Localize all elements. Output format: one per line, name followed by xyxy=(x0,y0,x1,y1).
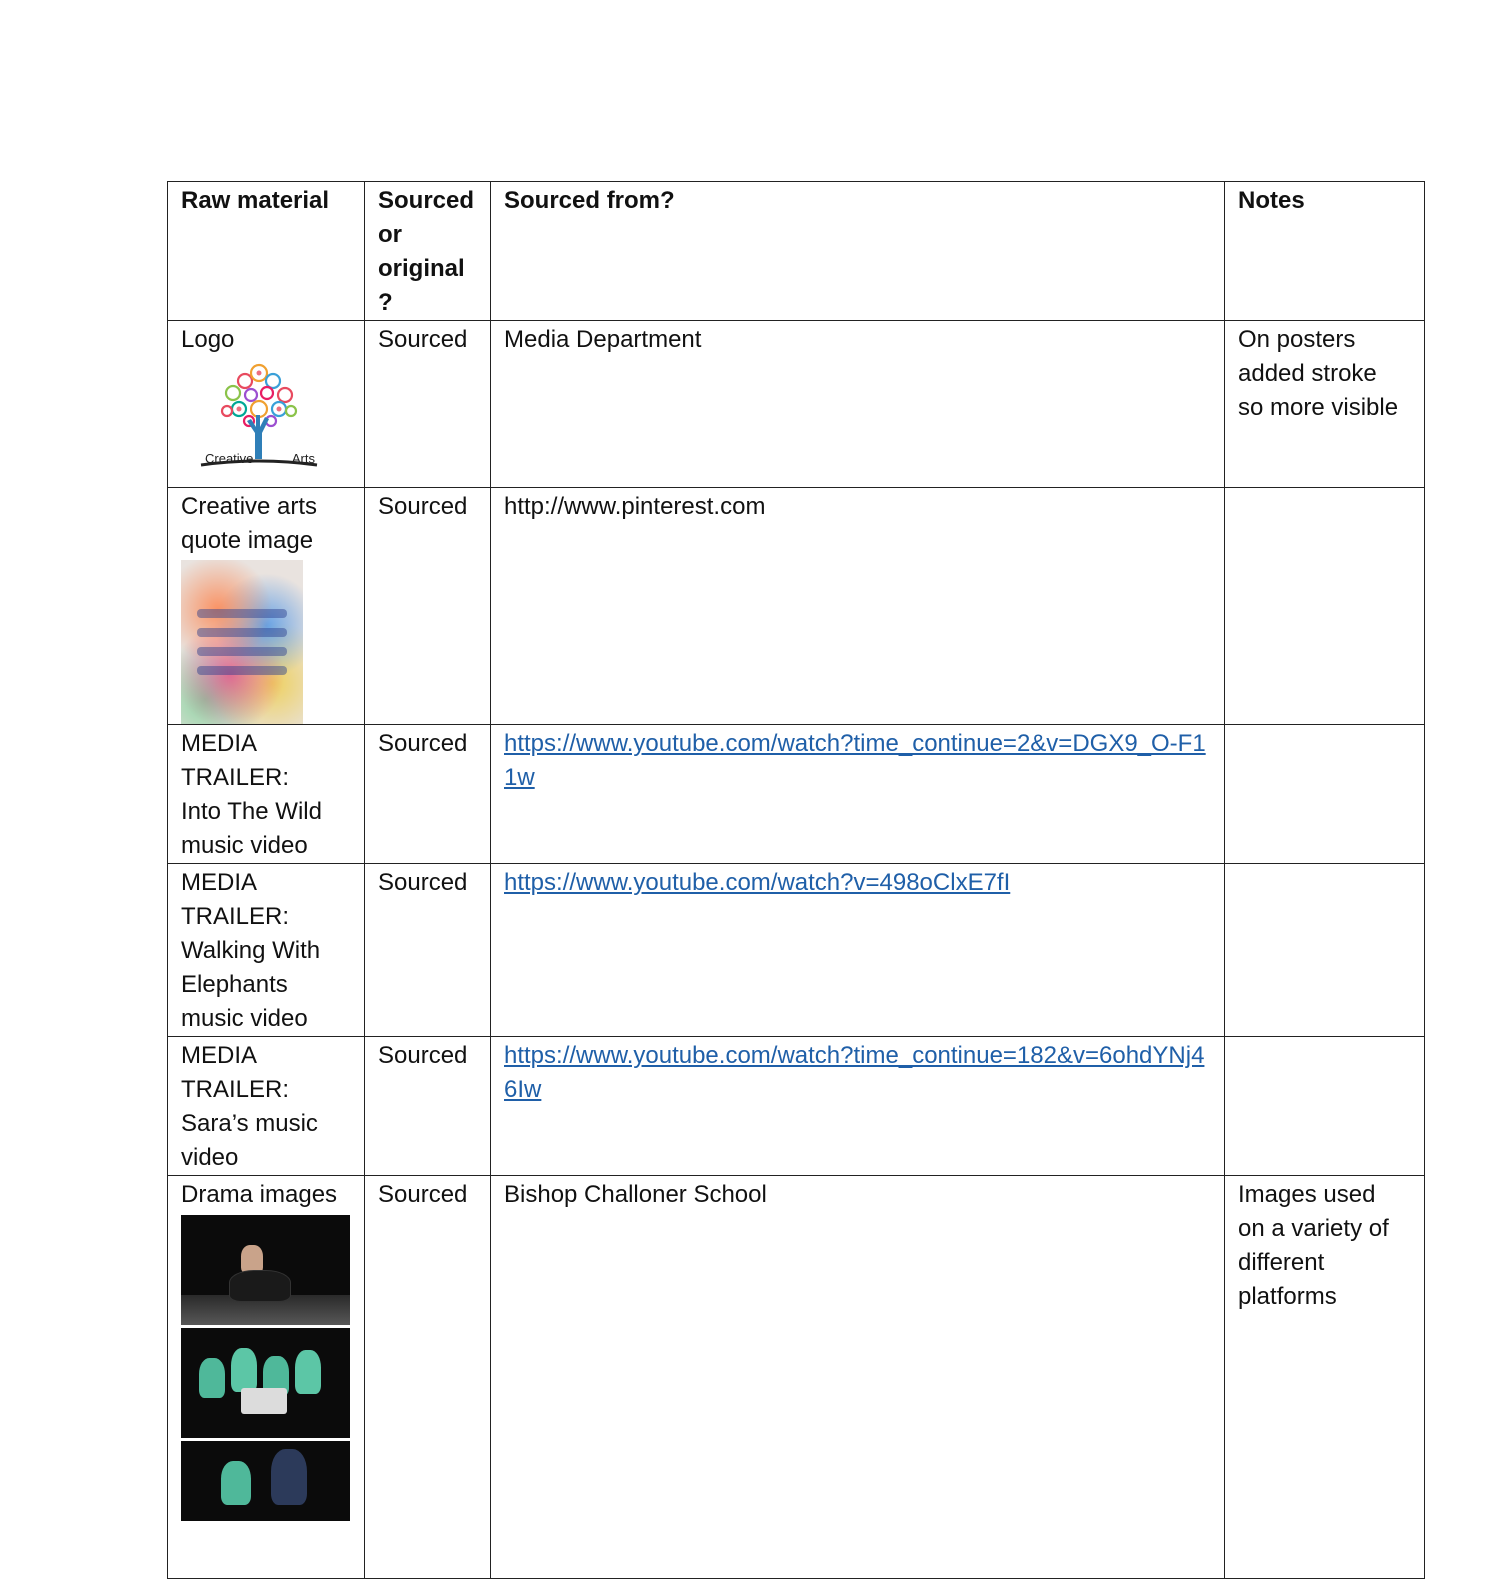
youtube-link-walking-with-elephants[interactable]: https://www.youtube.com/watch?v=498oClxE7fI xyxy=(504,869,1011,896)
header-sourced-from: Sourced from? xyxy=(491,182,1225,321)
header-sourced-or-original: Sourced or original ? xyxy=(365,182,491,321)
quote-image xyxy=(181,560,303,724)
cell-material: Creative arts quote image xyxy=(168,488,365,725)
source-log-table xyxy=(167,181,1425,1579)
cell-source: Bishop Challoner School xyxy=(491,1176,1225,1579)
cell-material: MEDIA TRAILER: Walking With Elephants music video xyxy=(168,864,365,1037)
cell-notes xyxy=(1225,864,1425,1037)
drama-photo xyxy=(181,1215,350,1325)
table-row xyxy=(168,864,1425,1037)
table-row xyxy=(168,321,1425,488)
header-raw-material: Raw material xyxy=(168,182,365,321)
cell-type: Sourced xyxy=(365,864,491,1037)
creative-arts-logo xyxy=(193,359,323,479)
table-row xyxy=(168,1037,1425,1176)
cell-notes xyxy=(1225,725,1425,864)
cell-notes: Images used on a variety of different platforms xyxy=(1225,1176,1425,1579)
header-row xyxy=(168,182,1425,321)
cell-material: Drama images xyxy=(168,1176,365,1579)
cell-source xyxy=(491,1037,1225,1176)
cell-type: Sourced xyxy=(365,1176,491,1579)
cell-type: Sourced xyxy=(365,321,491,488)
cell-source xyxy=(491,864,1225,1037)
youtube-link-into-the-wild[interactable]: https://www.youtube.com/watch?time_continue=2&v=DGX9_O-F11w xyxy=(504,730,1206,791)
table-row xyxy=(168,488,1425,725)
cell-source: Media Department xyxy=(491,321,1225,488)
cell-notes xyxy=(1225,1037,1425,1176)
cell-material: Logo Creative Arts xyxy=(168,321,365,488)
table-row xyxy=(168,1176,1425,1579)
cell-notes: On posters added stroke so more visible xyxy=(1225,321,1425,488)
cell-type: Sourced xyxy=(365,725,491,864)
table-row xyxy=(168,725,1425,864)
drama-photo xyxy=(181,1441,350,1521)
cell-material: MEDIA TRAILER: Sara’s music video xyxy=(168,1037,365,1176)
cell-notes xyxy=(1225,488,1425,725)
cell-type: Sourced xyxy=(365,1037,491,1176)
cell-source xyxy=(491,725,1225,864)
drama-photo xyxy=(181,1328,350,1438)
header-notes: Notes xyxy=(1225,182,1425,321)
logo-caption: Creative Arts xyxy=(205,451,315,466)
cell-source: http://www.pinterest.com xyxy=(491,488,1225,725)
youtube-link-saras-music-video[interactable]: https://www.youtube.com/watch?time_continue=182&v=6ohdYNj46Iw xyxy=(504,1042,1205,1103)
cell-material: MEDIA TRAILER: Into The Wild music video xyxy=(168,725,365,864)
cell-type: Sourced xyxy=(365,488,491,725)
